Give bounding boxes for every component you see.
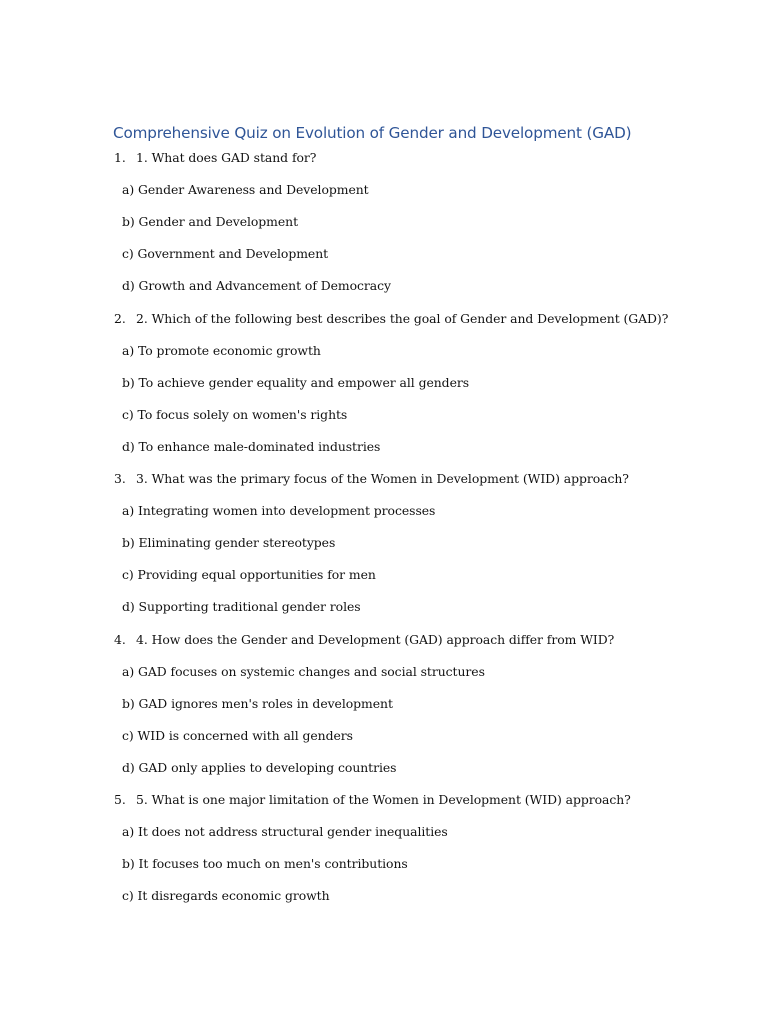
question-text: 2. Which of the following best describes the goal of Gender and Development (GAD)? [136, 310, 669, 326]
answer-option: a) GAD focuses on systemic changes and social structures [122, 663, 485, 679]
answer-option: c) It disregards economic growth [122, 888, 330, 904]
question-text: 1. What does GAD stand for? [136, 150, 317, 165]
question-number: 2. [114, 310, 126, 326]
answer-option: b) Gender and Development [122, 214, 299, 230]
answer-option: b) It focuses too much on men's contributions [122, 856, 408, 872]
answer-option: a) To promote economic growth [122, 342, 321, 358]
answer-option: d) Supporting traditional gender roles [122, 599, 361, 615]
answer-option: d) To enhance male-dominated industries [122, 438, 381, 454]
answer-option: c) Government and Development [122, 246, 329, 262]
answer-option: d) Growth and Advancement of Democracy [122, 278, 391, 294]
answer-option: a) It does not address structural gender inequalities [122, 824, 448, 840]
answer-option: c) WID is concerned with all genders [122, 727, 353, 743]
answer-option: b) GAD ignores men's roles in development [122, 695, 393, 711]
page-title: Comprehensive Quiz on Evolution of Gender and Development (GAD) [113, 124, 632, 142]
question-number: 5. [114, 792, 126, 807]
question-number: 4. [114, 631, 126, 647]
question-text: 5. What is one major limitation of the Women in Development (WID) approach? [136, 792, 631, 807]
answer-option: c) Providing equal opportunities for men [122, 567, 376, 583]
answer-option: d) GAD only applies to developing countries [122, 759, 397, 775]
answer-option: a) Integrating women into development processes [122, 503, 436, 519]
answer-option: c) To focus solely on women's rights [122, 406, 348, 422]
answer-option: a) Gender Awareness and Development [122, 182, 369, 198]
question-number: 1. [114, 150, 126, 165]
answer-option: b) Eliminating gender stereotypes [122, 535, 336, 551]
question-number: 3. [114, 471, 126, 486]
answer-option: b) To achieve gender equality and empower all genders [122, 374, 470, 390]
question-text: 4. How does the Gender and Development (GAD) approach differ from WID? [136, 631, 615, 647]
question-text: 3. What was the primary focus of the Women in Development (WID) approach? [136, 471, 629, 486]
